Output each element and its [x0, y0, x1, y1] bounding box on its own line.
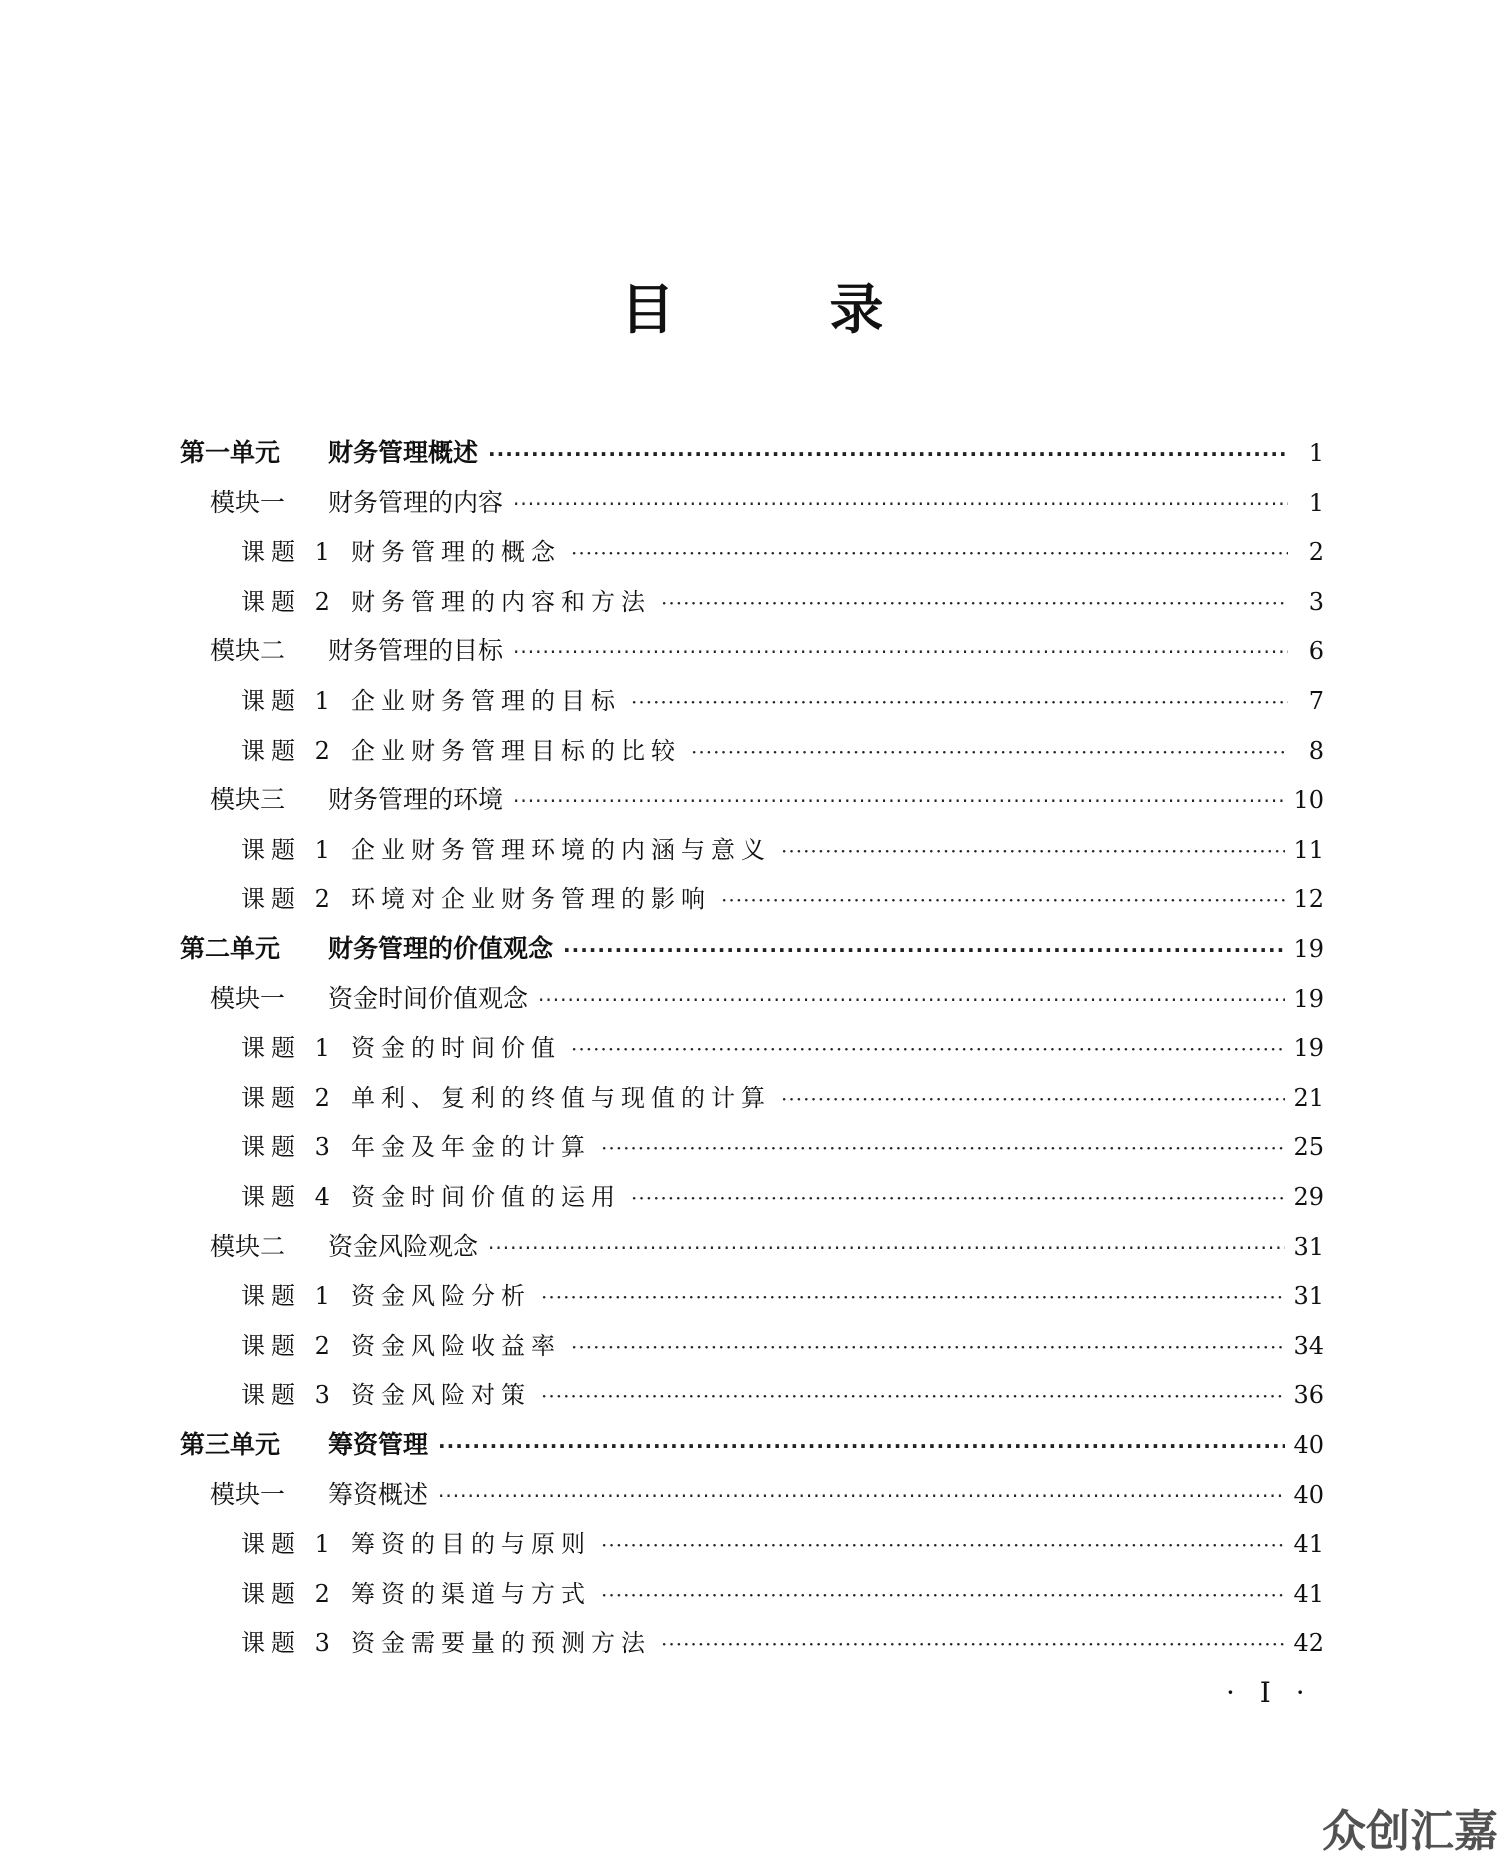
toc-leader-dots	[541, 1384, 1285, 1408]
toc-entry[interactable]	[210, 483, 1324, 519]
toc-entry[interactable]	[241, 681, 1324, 717]
toc-leader-dots	[438, 1484, 1285, 1508]
toc-entry-title: 财务管理的目标	[328, 636, 504, 666]
toc-entry[interactable]	[241, 830, 1324, 866]
toc-entry-label: 模块一	[210, 983, 286, 1013]
toc-leader-dots	[571, 1335, 1285, 1359]
toc-entry[interactable]	[241, 1276, 1324, 1312]
toc-entry-page: 1	[1308, 488, 1324, 517]
watermark-logo: 众创汇嘉	[1322, 1806, 1498, 1857]
toc-entry-page: 12	[1293, 885, 1324, 914]
toc-entry-title: 资金风险对策	[351, 1381, 531, 1410]
toc-entry-title: 财务管理的概念	[351, 538, 561, 567]
toc-entry-label: 课题 2	[241, 1331, 336, 1360]
toc-entry[interactable]	[241, 731, 1324, 767]
toc-leader-dots	[781, 839, 1285, 863]
toc-entry-label: 课题 2	[241, 885, 336, 914]
toc-entry-title: 企业财务管理目标的比较	[351, 736, 681, 765]
toc-entry-label: 课题 2	[241, 736, 336, 765]
toc-entry-label: 课题 1	[241, 835, 336, 864]
toc-entry[interactable]	[180, 1425, 1324, 1461]
toc-entry-title: 筹资的目的与原则	[351, 1530, 591, 1559]
toc-leader-dots	[721, 888, 1285, 912]
toc-leader-dots	[661, 1632, 1285, 1656]
toc-entry-label: 课题 1	[241, 687, 336, 715]
toc-entry-page: 3	[1308, 587, 1324, 616]
toc-entry-page: 8	[1308, 736, 1324, 765]
title-char-1: 目	[620, 278, 675, 341]
toc-entry-page: 31	[1293, 1232, 1324, 1261]
toc-entry[interactable]	[241, 1127, 1324, 1163]
toc-entry-title: 环境对企业财务管理的影响	[351, 885, 711, 914]
toc-entry-label: 课题 1	[241, 538, 336, 567]
toc-entry[interactable]	[210, 780, 1324, 816]
toc-entry-page: 34	[1293, 1331, 1324, 1360]
toc-leader-dots	[571, 1037, 1285, 1061]
toc-entry-label: 模块一	[210, 1479, 286, 1509]
toc-entry[interactable]	[241, 1574, 1324, 1610]
toc-entry-page: 31	[1293, 1282, 1324, 1311]
toc-leader-dots	[631, 1186, 1285, 1210]
toc-leader-dots	[601, 1136, 1285, 1160]
toc-entry-title: 筹资的渠道与方式	[351, 1579, 591, 1608]
toc-entry-title: 企业财务管理环境的内涵与意义	[351, 835, 771, 864]
toc-leader-dots	[781, 1087, 1285, 1111]
toc-entry-title: 财务管理的价值观念	[328, 934, 554, 963]
toc-entry-page: 2	[1308, 538, 1324, 567]
toc-entry[interactable]	[241, 1524, 1324, 1560]
toc-entry-page: 42	[1293, 1629, 1324, 1658]
toc-entry-title: 财务管理概述	[328, 438, 479, 467]
toc-leader-dots	[513, 640, 1288, 664]
toc-entry-page: 21	[1293, 1083, 1324, 1112]
toc-leader-dots	[488, 442, 1288, 466]
toc-entry-title: 资金的时间价值	[351, 1034, 561, 1063]
toc-entry-page: 1	[1308, 439, 1324, 467]
toc-entry[interactable]	[241, 1375, 1324, 1411]
toc-entry-page: 11	[1293, 835, 1324, 864]
toc-leader-dots	[538, 988, 1285, 1012]
toc-leader-dots	[571, 541, 1288, 565]
toc-leader-dots	[661, 591, 1288, 615]
toc-entry-page: 7	[1308, 687, 1324, 715]
toc-entry-label: 课题 1	[241, 1282, 336, 1311]
toc-leader-dots	[563, 938, 1285, 962]
toc-entry[interactable]	[241, 532, 1324, 568]
toc-entry-title: 筹资管理	[328, 1430, 429, 1459]
toc-entry[interactable]	[241, 582, 1324, 618]
toc-entry-label: 第一单元	[180, 438, 281, 467]
toc-entry-page: 40	[1293, 1480, 1324, 1509]
toc-entry[interactable]	[210, 631, 1324, 667]
toc-entry-title: 企业财务管理的目标	[351, 687, 621, 715]
toc-entry-title: 资金时间价值的运用	[351, 1183, 621, 1211]
toc-entry-page: 40	[1293, 1431, 1324, 1459]
toc-leader-dots	[513, 789, 1285, 813]
page-title	[0, 275, 1504, 345]
toc-entry-page: 10	[1293, 786, 1324, 815]
toc-leader-dots	[601, 1583, 1285, 1607]
toc-entry-page: 41	[1293, 1530, 1324, 1559]
toc-entry-title: 资金风险收益率	[351, 1331, 561, 1360]
toc-entry-page: 6	[1308, 637, 1324, 666]
toc-entry[interactable]	[210, 1475, 1324, 1511]
toc-leader-dots	[601, 1533, 1285, 1557]
toc-entry-label: 课题 2	[241, 1579, 336, 1608]
toc-entry-page: 25	[1293, 1133, 1324, 1162]
toc-entry-title: 筹资概述	[328, 1479, 429, 1509]
toc-entry[interactable]	[241, 1177, 1324, 1213]
toc-entry-title: 资金风险分析	[351, 1282, 531, 1311]
toc-entry-page: 36	[1293, 1381, 1324, 1410]
toc-entry-title: 财务管理的内容和方法	[351, 587, 651, 616]
toc-entry-page: 19	[1293, 1034, 1324, 1063]
toc-entry[interactable]	[180, 929, 1324, 965]
toc-entry-label: 模块二	[210, 636, 286, 666]
toc-entry-label: 课题 4	[241, 1183, 336, 1211]
toc-entry[interactable]	[241, 1623, 1324, 1659]
toc-entry-title: 年金及年金的计算	[351, 1133, 591, 1162]
toc-entry-label: 课题 1	[241, 1530, 336, 1559]
toc-leader-dots	[631, 690, 1288, 714]
toc-entry-title: 资金时间价值观念	[328, 983, 529, 1013]
page-folio: · Ⅰ ·	[1226, 1676, 1313, 1709]
toc-entry-title: 财务管理的内容	[328, 487, 504, 517]
toc-entry-label: 课题 3	[241, 1381, 336, 1410]
toc-entry-label: 模块三	[210, 785, 286, 815]
toc-entry-label: 课题 2	[241, 1083, 336, 1112]
toc-entry-label: 第三单元	[180, 1430, 281, 1459]
toc-entry-page: 19	[1293, 935, 1324, 963]
toc-entry-title: 资金风险观念	[328, 1231, 479, 1261]
toc-entry-title: 资金需要量的预测方法	[351, 1629, 651, 1658]
toc-leader-dots	[438, 1434, 1285, 1458]
toc-leader-dots	[488, 1236, 1285, 1260]
toc-entry-title: 财务管理的环境	[328, 785, 504, 815]
toc-entry-label: 第二单元	[180, 934, 281, 963]
toc-entry[interactable]	[210, 1227, 1324, 1263]
toc-entry[interactable]	[210, 979, 1324, 1015]
toc-entry-label: 课题 1	[241, 1034, 336, 1063]
toc-entry-title: 单利、复利的终值与现值的计算	[351, 1083, 771, 1112]
title-char-2: 录	[829, 278, 884, 341]
toc-leader-dots	[513, 492, 1288, 516]
toc-entry-label: 模块二	[210, 1231, 286, 1261]
toc-entry[interactable]	[241, 879, 1324, 915]
toc-entry[interactable]	[241, 1326, 1324, 1362]
toc-entry[interactable]	[180, 433, 1324, 469]
toc-entry-page: 41	[1293, 1579, 1324, 1608]
toc-entry-label: 课题 3	[241, 1629, 336, 1658]
toc-entry-page: 29	[1293, 1183, 1324, 1211]
toc-entry[interactable]	[241, 1028, 1324, 1064]
toc-entry-label: 课题 3	[241, 1133, 336, 1162]
toc-entry-label: 课题 2	[241, 587, 336, 616]
toc-leader-dots	[691, 740, 1288, 764]
toc-entry-page: 19	[1293, 984, 1324, 1013]
toc-leader-dots	[541, 1285, 1285, 1309]
toc-entry[interactable]	[241, 1078, 1324, 1114]
toc-entry-label: 模块一	[210, 487, 286, 517]
